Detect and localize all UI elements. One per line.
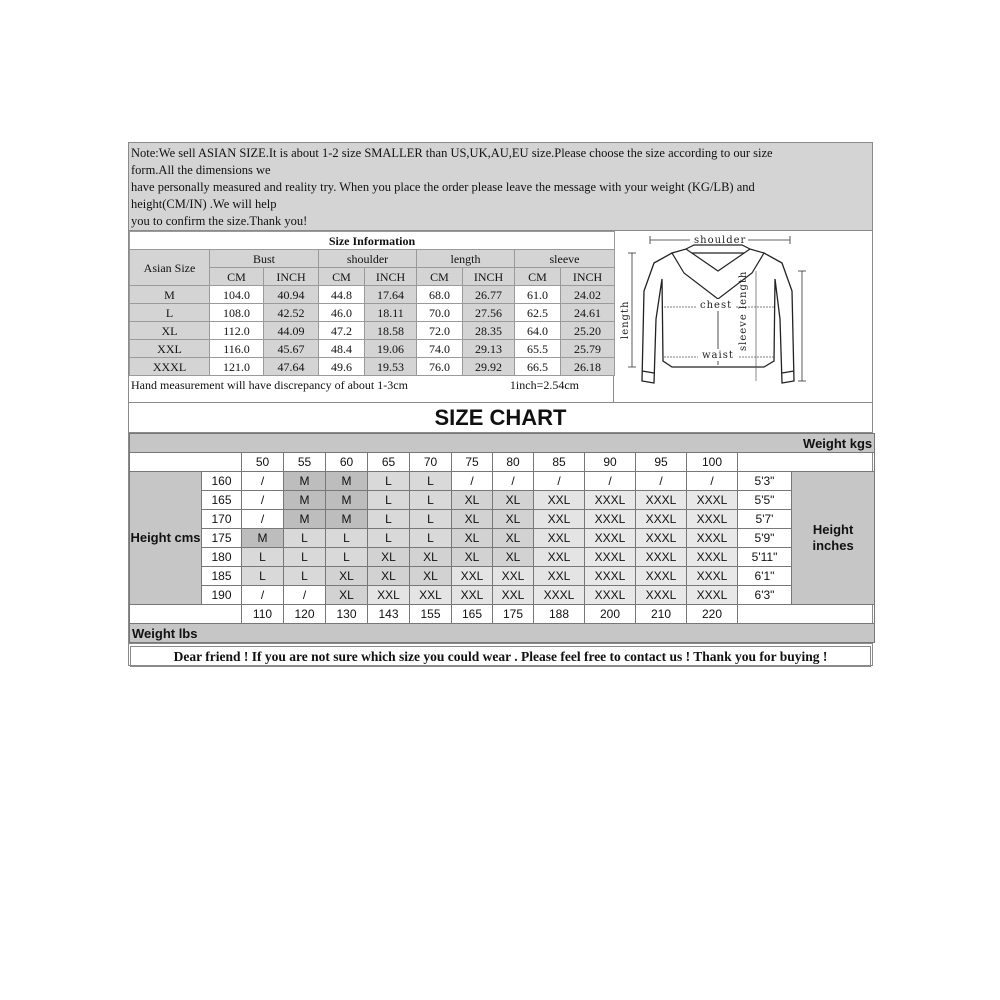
size-cell: M bbox=[242, 529, 284, 548]
size-chart-row bbox=[130, 586, 875, 605]
note-line: have personally measured and reality try. When you place the order please leave the message with your weight (KG/LB) and bbox=[131, 180, 755, 194]
measurement-cell: 26.18 bbox=[561, 358, 615, 376]
unit-header: INCH bbox=[463, 268, 515, 286]
size-cell: XXXL bbox=[585, 567, 636, 586]
unit-header: INCH bbox=[365, 268, 417, 286]
size-cell: L bbox=[368, 491, 410, 510]
size-cell: L bbox=[368, 510, 410, 529]
note-line: form.All the dimensions we bbox=[131, 163, 271, 177]
size-cell: / bbox=[242, 510, 284, 529]
measurement-cell: 27.56 bbox=[463, 304, 515, 322]
measurement-cell: 108.0 bbox=[210, 304, 264, 322]
size-cell: XL bbox=[452, 491, 493, 510]
size-info-row bbox=[130, 286, 615, 304]
length-header: length bbox=[417, 250, 515, 268]
height-cm-cell: 170 bbox=[202, 510, 242, 529]
size-chart-row bbox=[130, 548, 875, 567]
height-cm-cell: 175 bbox=[202, 529, 242, 548]
size-cell: M bbox=[284, 491, 326, 510]
measurement-cell: 45.67 bbox=[264, 340, 319, 358]
size-cell: XL bbox=[452, 510, 493, 529]
size-cell: XL bbox=[326, 567, 368, 586]
unit-header: CM bbox=[417, 268, 463, 286]
weight-lbs-row bbox=[130, 624, 875, 643]
weight-lb-cell: 130 bbox=[326, 605, 368, 624]
size-chart-row bbox=[130, 529, 875, 548]
size-cell: L bbox=[410, 472, 452, 491]
size-cell: XXL bbox=[368, 586, 410, 605]
size-cell: L bbox=[368, 472, 410, 491]
height-cm-cell: 185 bbox=[202, 567, 242, 586]
height-cm-cell: 190 bbox=[202, 586, 242, 605]
size-cell: / bbox=[452, 472, 493, 491]
size-cell: XXXL bbox=[636, 567, 687, 586]
size-label: M bbox=[130, 286, 210, 304]
size-cell: XXXL bbox=[534, 586, 585, 605]
size-cell: XL bbox=[410, 548, 452, 567]
lbs-spacer bbox=[130, 605, 242, 624]
measurement-cell: 116.0 bbox=[210, 340, 264, 358]
measurement-cell: 18.11 bbox=[365, 304, 417, 322]
shirt-diagram-svg bbox=[614, 231, 872, 401]
size-cell: XXXL bbox=[636, 586, 687, 605]
size-info-row bbox=[130, 304, 615, 322]
size-cell: XXXL bbox=[585, 491, 636, 510]
shoulder-label: shoulder bbox=[694, 235, 747, 246]
weight-kg-cell: 100 bbox=[687, 453, 738, 472]
measurement-cell: 24.61 bbox=[561, 304, 615, 322]
size-cell: XXL bbox=[493, 586, 534, 605]
size-cell: XL bbox=[368, 548, 410, 567]
measurement-cell: 66.5 bbox=[515, 358, 561, 376]
measurement-cell: 64.0 bbox=[515, 322, 561, 340]
size-cell: / bbox=[534, 472, 585, 491]
size-cell: / bbox=[493, 472, 534, 491]
measurement-cell: 19.53 bbox=[365, 358, 417, 376]
measurement-cell: 26.77 bbox=[463, 286, 515, 304]
kgs-spacer bbox=[738, 453, 875, 472]
weight-kg-cell: 85 bbox=[534, 453, 585, 472]
size-cell: / bbox=[284, 586, 326, 605]
size-cell: XL bbox=[452, 548, 493, 567]
weight-kg-cell: 65 bbox=[368, 453, 410, 472]
size-chart-row bbox=[130, 510, 875, 529]
note-line: height(CM/IN) .We will help bbox=[131, 197, 277, 211]
size-cell: L bbox=[284, 529, 326, 548]
size-cell: XXL bbox=[534, 529, 585, 548]
height-cms-label: Height cms bbox=[130, 472, 202, 605]
size-cell: L bbox=[410, 491, 452, 510]
weight-lb-cell: 200 bbox=[585, 605, 636, 624]
measurement-cell: 44.8 bbox=[319, 286, 365, 304]
shoulder-header: shoulder bbox=[319, 250, 417, 268]
size-cell: XXXL bbox=[636, 491, 687, 510]
size-cell: / bbox=[242, 586, 284, 605]
weight-kg-cell: 60 bbox=[326, 453, 368, 472]
sleeve-header: sleeve bbox=[515, 250, 615, 268]
measurement-cell: 72.0 bbox=[417, 322, 463, 340]
size-chart-row bbox=[130, 567, 875, 586]
measurement-cell: 47.2 bbox=[319, 322, 365, 340]
size-cell: XL bbox=[326, 586, 368, 605]
measurement-cell: 112.0 bbox=[210, 322, 264, 340]
size-label: L bbox=[130, 304, 210, 322]
size-information-panel bbox=[129, 231, 614, 402]
height-inch-cell: 5'5" bbox=[738, 491, 792, 510]
height-inches-label: Height inches bbox=[792, 472, 875, 605]
weight-kg-cell: 75 bbox=[452, 453, 493, 472]
weight-lb-cell: 188 bbox=[534, 605, 585, 624]
measurement-cell: 49.6 bbox=[319, 358, 365, 376]
size-info-row bbox=[130, 340, 615, 358]
height-inch-cell: 5'3" bbox=[738, 472, 792, 491]
measurement-cell: 29.13 bbox=[463, 340, 515, 358]
measurement-cell: 18.58 bbox=[365, 322, 417, 340]
measurement-cell: 104.0 bbox=[210, 286, 264, 304]
size-information-footer bbox=[129, 376, 613, 395]
size-cell: / bbox=[585, 472, 636, 491]
size-cell: XXL bbox=[452, 567, 493, 586]
weight-kg-cell: 95 bbox=[636, 453, 687, 472]
waist-label: waist bbox=[702, 350, 734, 361]
size-cell: XXXL bbox=[687, 491, 738, 510]
lbs-spacer bbox=[738, 605, 875, 624]
size-cell: L bbox=[284, 548, 326, 567]
measurement-cell: 25.20 bbox=[561, 322, 615, 340]
size-info-row bbox=[130, 358, 615, 376]
size-chart-title: SIZE CHART bbox=[129, 403, 872, 433]
length-label: length bbox=[620, 300, 631, 339]
measurement-cell: 65.5 bbox=[515, 340, 561, 358]
unit-header: INCH bbox=[561, 268, 615, 286]
measurement-cell: 28.35 bbox=[463, 322, 515, 340]
size-information-section bbox=[129, 231, 872, 403]
bust-header: Bust bbox=[210, 250, 319, 268]
size-cell: XXXL bbox=[687, 567, 738, 586]
measurement-cell: 76.0 bbox=[417, 358, 463, 376]
size-label: XXXL bbox=[130, 358, 210, 376]
weight-kg-cell: 50 bbox=[242, 453, 284, 472]
size-cell: XXL bbox=[534, 491, 585, 510]
size-cell: XL bbox=[493, 510, 534, 529]
size-cell: XXL bbox=[534, 548, 585, 567]
weight-lbs-header: Weight lbs bbox=[130, 624, 875, 643]
height-inch-cell: 6'1" bbox=[738, 567, 792, 586]
measurement-cell: 29.92 bbox=[463, 358, 515, 376]
size-cell: L bbox=[242, 548, 284, 567]
size-cell: L bbox=[410, 510, 452, 529]
size-cell: L bbox=[284, 567, 326, 586]
weight-lb-cell: 155 bbox=[410, 605, 452, 624]
height-cm-cell: 165 bbox=[202, 491, 242, 510]
note-block bbox=[129, 143, 872, 231]
weight-lb-cell: 175 bbox=[493, 605, 534, 624]
sleeve-length-label: sleeve length bbox=[738, 270, 749, 351]
size-information-title: Size Information bbox=[130, 232, 615, 250]
inch-conversion-note: 1inch=2.54cm bbox=[509, 378, 579, 392]
size-cell: / bbox=[636, 472, 687, 491]
size-cell: XXL bbox=[534, 567, 585, 586]
measurement-cell: 46.0 bbox=[319, 304, 365, 322]
measurement-cell: 61.0 bbox=[515, 286, 561, 304]
measurement-cell: 25.79 bbox=[561, 340, 615, 358]
measurement-cell: 40.94 bbox=[264, 286, 319, 304]
kgs-spacer bbox=[130, 453, 242, 472]
size-cell: XXXL bbox=[636, 548, 687, 567]
size-cell: L bbox=[326, 529, 368, 548]
height-cm-cell: 180 bbox=[202, 548, 242, 567]
size-cell: M bbox=[284, 510, 326, 529]
size-cell: XL bbox=[368, 567, 410, 586]
weight-lb-cell: 220 bbox=[687, 605, 738, 624]
height-inch-cell: 5'11" bbox=[738, 548, 792, 567]
measurement-cell: 68.0 bbox=[417, 286, 463, 304]
height-inch-cell: 6'3" bbox=[738, 586, 792, 605]
chest-label: chest bbox=[700, 300, 733, 311]
unit-header: CM bbox=[319, 268, 365, 286]
size-cell: M bbox=[284, 472, 326, 491]
size-cell: XL bbox=[410, 567, 452, 586]
size-cell: XL bbox=[493, 529, 534, 548]
size-cell: XXL bbox=[410, 586, 452, 605]
asian-size-header: Asian Size bbox=[130, 250, 210, 286]
height-inch-cell: 5'7' bbox=[738, 510, 792, 529]
size-cell: M bbox=[326, 510, 368, 529]
size-sheet bbox=[128, 142, 873, 666]
weight-kg-cell: 80 bbox=[493, 453, 534, 472]
size-label: XXL bbox=[130, 340, 210, 358]
size-cell: XXXL bbox=[585, 510, 636, 529]
measurement-cell: 70.0 bbox=[417, 304, 463, 322]
measurement-cell: 47.64 bbox=[264, 358, 319, 376]
measurement-cell: 62.5 bbox=[515, 304, 561, 322]
measurement-cell: 48.4 bbox=[319, 340, 365, 358]
unit-header: CM bbox=[515, 268, 561, 286]
size-cell: XXXL bbox=[636, 510, 687, 529]
size-cell: XXXL bbox=[687, 510, 738, 529]
footer-message-bar bbox=[129, 643, 872, 665]
size-chart-row bbox=[130, 472, 875, 491]
size-information-table bbox=[129, 231, 615, 376]
size-chart-row bbox=[130, 491, 875, 510]
size-cell: XXXL bbox=[687, 529, 738, 548]
weight-kg-cell: 90 bbox=[585, 453, 636, 472]
unit-header: CM bbox=[210, 268, 264, 286]
size-cell: XXXL bbox=[687, 586, 738, 605]
measurement-cell: 44.09 bbox=[264, 322, 319, 340]
weight-kg-cell: 70 bbox=[410, 453, 452, 472]
size-cell: XXL bbox=[534, 510, 585, 529]
weight-kgs-header: Weight kgs bbox=[130, 434, 875, 453]
discrepancy-note: Hand measurement will have discrepancy of about 1-3cm bbox=[131, 378, 408, 392]
size-cell: L bbox=[326, 548, 368, 567]
weight-lb-cell: 210 bbox=[636, 605, 687, 624]
size-cell: M bbox=[326, 491, 368, 510]
measurement-cell: 17.64 bbox=[365, 286, 417, 304]
size-cell: XXL bbox=[493, 567, 534, 586]
size-cell: / bbox=[242, 491, 284, 510]
weight-kg-cell: 55 bbox=[284, 453, 326, 472]
note-line: you to confirm the size.Thank you! bbox=[131, 214, 308, 228]
size-cell: XL bbox=[452, 529, 493, 548]
weight-lb-cell: 120 bbox=[284, 605, 326, 624]
size-chart-table bbox=[129, 433, 875, 643]
size-cell: / bbox=[242, 472, 284, 491]
size-cell: L bbox=[242, 567, 284, 586]
weight-lb-cell: 165 bbox=[452, 605, 493, 624]
measurement-cell: 74.0 bbox=[417, 340, 463, 358]
unit-header: INCH bbox=[264, 268, 319, 286]
note-line: Note:We sell ASIAN SIZE.It is about 1-2 size SMALLER than US,UK,AU,EU size.Please choose the size according to our size bbox=[131, 146, 773, 160]
weight-lb-cell: 143 bbox=[368, 605, 410, 624]
footer-message: Dear friend ! If you are not sure which size you could wear . Please feel free to contact us ! Thank you for buying ! bbox=[130, 646, 871, 667]
size-cell: XL bbox=[493, 491, 534, 510]
height-inch-cell: 5'9" bbox=[738, 529, 792, 548]
measurement-cell: 121.0 bbox=[210, 358, 264, 376]
height-cm-cell: 160 bbox=[202, 472, 242, 491]
size-cell: / bbox=[687, 472, 738, 491]
size-cell: L bbox=[410, 529, 452, 548]
measurement-cell: 42.52 bbox=[264, 304, 319, 322]
size-cell: XXL bbox=[452, 586, 493, 605]
size-cell: XXXL bbox=[585, 586, 636, 605]
measurement-cell: 19.06 bbox=[365, 340, 417, 358]
size-cell: M bbox=[326, 472, 368, 491]
size-cell: XXXL bbox=[585, 548, 636, 567]
size-label: XL bbox=[130, 322, 210, 340]
size-cell: XXXL bbox=[585, 529, 636, 548]
lbs-row bbox=[130, 605, 875, 624]
size-cell: XXXL bbox=[636, 529, 687, 548]
size-cell: L bbox=[368, 529, 410, 548]
shirt-measurement-diagram bbox=[614, 231, 872, 402]
size-info-row bbox=[130, 322, 615, 340]
size-cell: XL bbox=[493, 548, 534, 567]
weight-lb-cell: 110 bbox=[242, 605, 284, 624]
measurement-cell: 24.02 bbox=[561, 286, 615, 304]
size-cell: XXXL bbox=[687, 548, 738, 567]
